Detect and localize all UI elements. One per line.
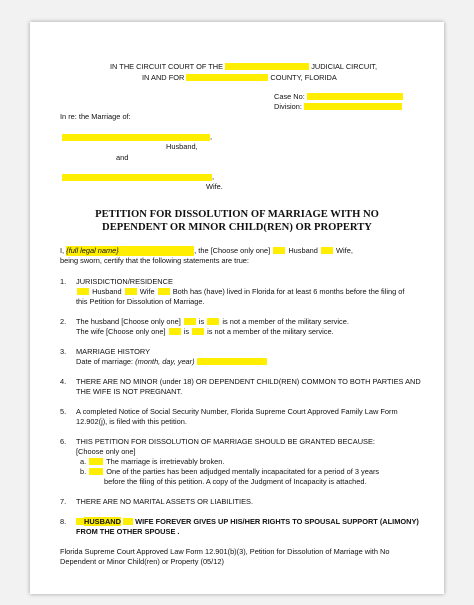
footer-line-2: Dependent or Minor Child(ren) or Property (05/12) (60, 557, 224, 566)
item-6b: b. One of the parties has been adjudged mentally incapacitated for a period of 3 years (80, 467, 380, 476)
county-field[interactable] (186, 74, 268, 81)
item8-husband-checkbox[interactable] (76, 518, 84, 525)
document-title-line-1: PETITION FOR DISSOLUTION OF MARRIAGE WITH NO (95, 209, 379, 220)
in-re-label: In re: the Marriage of: (60, 112, 131, 121)
and-label: and (116, 153, 129, 162)
item-7-text: THERE ARE NO MARITAL ASSETS OR LIABILITIES. (76, 497, 254, 506)
item-4-line-2: THE WIFE IS NOT PREGNANT. (76, 387, 183, 396)
item-2-husband-line: The husband [Choose only one] is is not a member of the military service. (76, 317, 349, 326)
item-6a: a. The marriage is irretrievably broken. (80, 457, 225, 466)
incapacitated-checkbox[interactable] (89, 468, 103, 475)
wife-checkbox[interactable] (321, 247, 333, 254)
full-legal-name-field[interactable]: {full legal name} (66, 246, 194, 256)
document-title-line-2: DEPENDENT OR MINOR CHILD(REN) OR PROPERTY (102, 222, 372, 233)
item-4-line-1: THERE ARE NO MINOR (under 18) OR DEPENDENT CHILD(REN) COMMON TO BOTH PARTIES AND (76, 377, 421, 386)
irretrievably-broken-checkbox[interactable] (89, 458, 103, 465)
item-5-line-2: 12.902(j), is filed with this petition. (76, 417, 187, 426)
wife-name-field[interactable] (62, 174, 212, 181)
intro-line-1: I, {full legal name} , the [Choose only one] Husband Wife, (60, 246, 353, 255)
document-page: IN THE CIRCUIT COURT OF THE JUDICIAL CIRCUIT, IN AND FOR COUNTY, FLORIDA Case No: Division: In re: the Marriage of: , Husband, and , Wife. PETITION FOR DISSOLUTION OF MARRIAGE WITH NO DEPENDENT OR MINOR CHILD(REN) OR PROPERTY I, {full legal name} , the [Choose only one] Husband Wife, being sworn, certify that the following statements are true: 1. JURISDICTION/RESIDENCE Husband Wife Both has (have) lived in Florida for at least 6 months before the filing of this Petition for Dissolution of Marriage. 2. The husband [Choose only one] is is not a member of the military service. The wife [Choose only one] is is not a member of the military service. 3. MARRIAGE HISTORY Date of marriage: (month, day, year) 4. THERE ARE NO MINOR (under 18) OR DEPENDENT CHILD(REN) COMMON TO BOTH PARTIES AND THE WIFE IS NOT PREGNANT. 5. A completed Notice of Social Security Number, Florida Supreme Court Approved Family Law Form 12.902(j), is filed with this petition. 6. THIS PETITION FOR DISSOLUTION OF MARRIAGE SHOULD BE GRANTED BECAUSE: [Choose only one] a. The marriage is irretrievably broken. b. One of the parties has been adjudged mentally incapacitated for a period of 3 years before the filing of this petition. A copy of the Judgment of Incapacity is attached. 7. THERE ARE NO MARITAL ASSETS OR LIABILITIES. 8. HUSBAND WIFE FOREVER GIVES UP HIS/HER RIGHTS TO SPOUSAL SUPPORT (ALIMONY) FROM THE OTHER SPOUSE . Florida Supreme Court Approved Law Form 12.901(b)(3), Petition for Dissolution of Marriage with No Dependent or Minor Child(ren) or Property (05/12) (30, 22, 444, 594)
item-2-wife-line: The wife [Choose only one] is is not a member of the military service. (76, 327, 334, 336)
husband-military-is-checkbox[interactable] (184, 318, 196, 325)
wife-label: Wife. (206, 182, 223, 191)
item-8-line-1: HUSBAND WIFE FOREVER GIVES UP HIS/HER RIGHTS TO SPOUSAL SUPPORT (ALIMONY) (76, 517, 419, 527)
item1-husband-checkbox[interactable] (77, 288, 89, 295)
item8-wife-checkbox[interactable] (123, 518, 133, 525)
case-no-line: Case No: (274, 92, 403, 102)
item-1-line-2: Husband Wife Both has (have) lived in Florida for at least 6 months before the filing of (76, 287, 404, 297)
division-field[interactable] (304, 103, 402, 110)
husband-name-field[interactable] (62, 134, 210, 141)
item1-both-checkbox[interactable] (158, 288, 170, 295)
date-of-marriage-line: Date of marriage: (month, day, year) (76, 357, 267, 367)
date-of-marriage-field[interactable] (197, 358, 267, 365)
court-line: IN THE CIRCUIT COURT OF THE JUDICIAL CIRCUIT, (110, 62, 378, 71)
marriage-history-heading: MARRIAGE HISTORY (76, 347, 151, 356)
case-no-field[interactable] (307, 93, 403, 100)
item1-wife-checkbox[interactable] (125, 288, 137, 295)
item-5-line-1: A completed Notice of Social Security Number, Florida Supreme Court Approved Family Law Form (76, 407, 398, 416)
husband-military-isnot-checkbox[interactable] (207, 318, 219, 325)
husband-label: Husband, (166, 142, 198, 151)
wife-military-is-checkbox[interactable] (169, 328, 181, 335)
intro-line-2: being sworn, certify that the following statements are true: (60, 256, 249, 265)
jurisdiction-heading: JURISDICTION/RESIDENCE (76, 277, 173, 286)
wife-military-isnot-checkbox[interactable] (192, 328, 204, 335)
item-6-heading: THIS PETITION FOR DISSOLUTION OF MARRIAGE SHOULD BE GRANTED BECAUSE: (76, 437, 375, 446)
circuit-field[interactable] (225, 63, 309, 70)
footer-line-1: Florida Supreme Court Approved Law Form 12.901(b)(3), Petition for Dissolution of Marriage with No (60, 547, 390, 556)
item-8-line-2: FROM THE OTHER SPOUSE . (76, 527, 180, 536)
division-line: Division: (274, 102, 402, 112)
husband-checkbox[interactable] (273, 247, 285, 254)
county-line: IN AND FOR COUNTY, FLORIDA (142, 73, 337, 82)
